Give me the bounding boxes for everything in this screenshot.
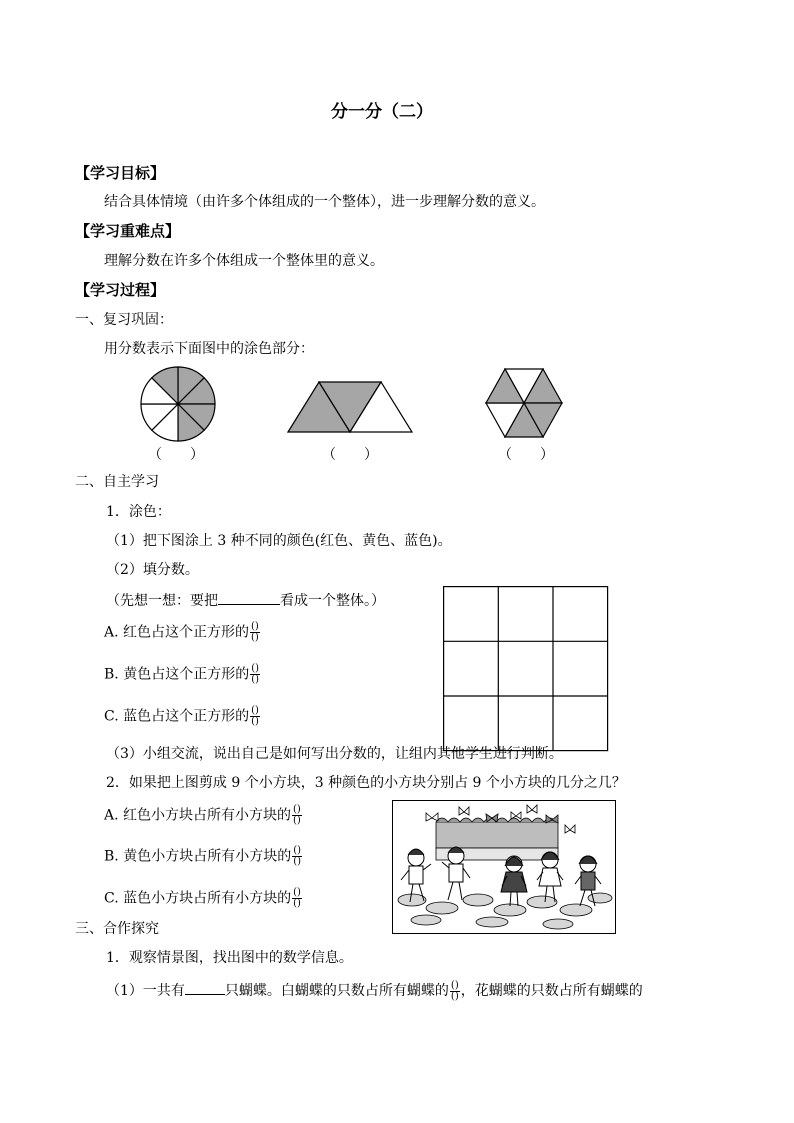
fraction-denominator: () [293,815,301,826]
process-heading: 【学习过程】 [75,281,166,299]
fraction-denominator: () [450,990,459,1002]
key-text: 理解分数在许多个体组成一个整体里的意义。 [104,253,384,269]
fraction-numerator: () [251,621,259,632]
hexagon-figure [484,367,564,439]
review-heading: 一、复习巩固： [75,312,173,328]
answer-bracket-1[interactable]: （ ） [148,447,204,463]
fraction-blank[interactable] [292,888,302,909]
q2-c [104,888,303,909]
answer-bracket-3[interactable]: （ ） [498,447,554,463]
q1-hint [106,590,385,611]
q2: 2．如果把上图剪成 9 个小方块，3 种颜色的小方块分别占 9 个小方块的几分之几？ [106,775,626,791]
fraction-numerator: () [251,663,260,674]
fraction-denominator: () [251,716,259,727]
fraction-blank[interactable] [250,622,260,643]
page-title: 分一分（二） [331,102,433,122]
cooperate-q1-part1 [106,980,643,1002]
fraction-numerator: () [293,845,302,856]
q1-a [104,622,261,643]
key-heading: 【学习重难点】 [75,222,181,240]
goal-text: 结合具体情境（由许多个体组成的一个整体），进一步理解分数的意义。 [104,194,545,210]
fraction-numerator: () [450,979,459,991]
cooperate-q1-post: ，花蝴蝶的只数占所有蝴蝶的 [460,983,643,999]
q2-b-text: B. 黄色小方块占所有小方块的 [104,848,292,865]
fraction-blank[interactable] [250,706,260,727]
fraction-denominator: () [251,632,259,643]
review-instruction: 用分数表示下面图中的涂色部分： [104,341,314,357]
fraction-blank[interactable] [450,981,460,1002]
grid-square[interactable] [443,586,609,752]
q1-hint-post: 看成一个整体。） [280,593,385,609]
children-butterflies-illustration [392,800,616,934]
q1-part3: （3）小组交流，说出自己是如何写出分数的，让组内其他学生进行判断。 [106,746,563,762]
q1-b [104,664,261,685]
q1-c-text: C. 蓝色占这个正方形的 [104,708,250,725]
self-study-heading: 二、自主学习 [75,474,159,490]
q2-a-text: A. 红色小方块占所有小方块的 [104,807,292,824]
q2-c-text: C. 蓝色小方块占所有小方块的 [104,890,292,907]
circle-figure [140,366,216,442]
q2-b [104,846,303,867]
cooperate-q1: 1．观察情景图，找出图中的数学信息。 [106,950,353,966]
q1-label: 1．涂色： [106,504,171,520]
q2-a [104,805,303,826]
fraction-numerator: () [251,705,259,716]
fraction-denominator: () [251,674,260,685]
fraction-blank[interactable] [292,805,302,826]
answer-bracket-2[interactable]: （ ） [322,447,378,463]
cooperate-q1-mid: 只蝴蝶。白蝴蝶的只数占所有蝴蝶的 [224,983,449,999]
q1-part2: （2）填分数。 [106,562,199,578]
cooperate-heading: 三、合作探究 [75,921,159,937]
fraction-denominator: () [293,898,301,909]
q1-hint-pre: （先想一想：要把 [106,593,218,609]
fraction-blank[interactable] [250,664,260,685]
q1-c [104,706,261,727]
goal-heading: 【学习目标】 [75,164,166,182]
butterfly-count-blank[interactable] [185,980,225,995]
fraction-numerator: () [293,804,301,815]
q1-b-text: B. 黄色占这个正方形的 [104,666,250,683]
trapezoid-figure [286,380,414,434]
fraction-denominator: () [293,856,302,867]
q1-part1: （1）把下图涂上 3 种不同的颜色(红色、黄色、蓝色)。 [106,533,452,549]
fraction-numerator: () [293,887,301,898]
whole-blank[interactable] [218,590,280,605]
fraction-blank[interactable] [292,846,302,867]
q1-a-text: A. 红色占这个正方形的 [104,624,250,641]
cooperate-q1-pre: （1）一共有 [106,983,185,999]
